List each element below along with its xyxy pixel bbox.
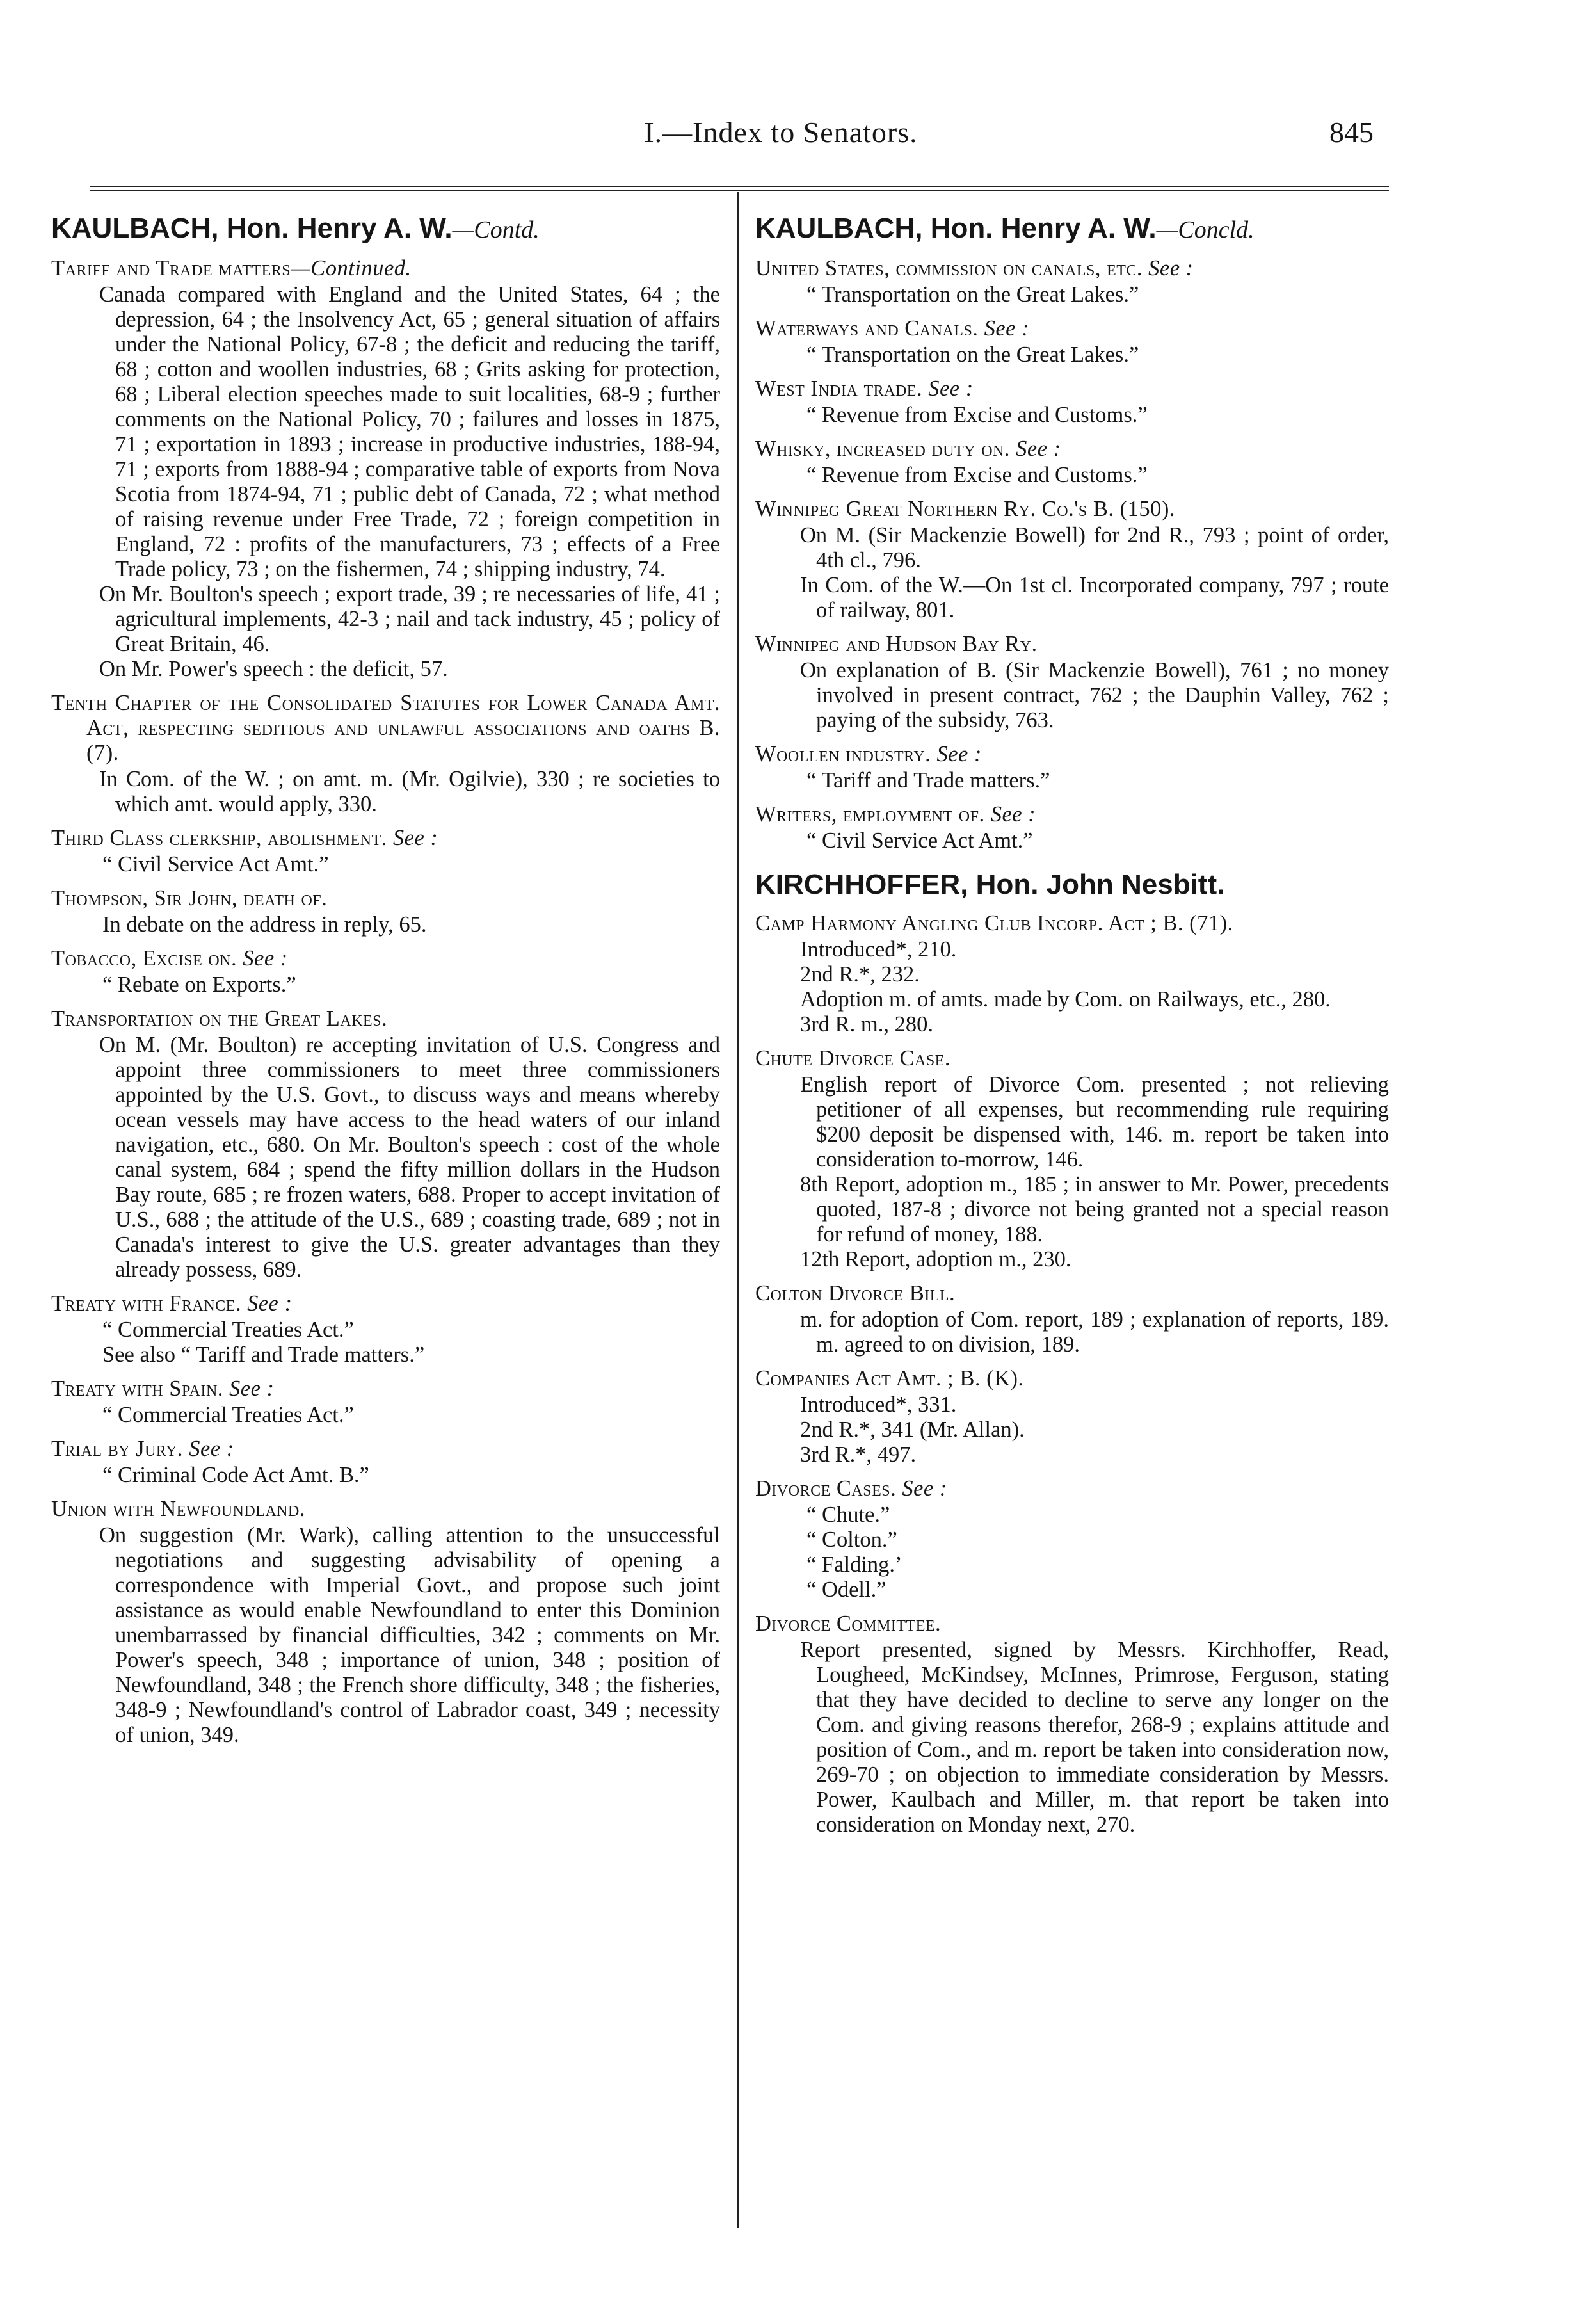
index-entry: 3rd R.*, 497. <box>800 1442 917 1467</box>
topic-heading: Woollen industry. See : <box>755 742 982 766</box>
topic-heading: Treaty with France. See : <box>51 1291 293 1316</box>
senator-forename: Hon. Henry A. W. <box>226 213 453 244</box>
index-entry: Introduced*, 331. <box>800 1392 957 1417</box>
index-entry: On suggestion (Mr. Wark), calling attention to the unsuccessful negotiations and suggesting advisability of opening a correspondence with Imperial Govt., and propose such joint assistance as would enable Newfoundland to enter this Dominion unembarrassed by financial difficulties, 342 ; comments on Mr. Power's speech, 348 ; importance of union, 348 ; position of Newfoundland, 348 ; the French shore difficulty, 348 ; the fisheries, 348-9 ; Newfoundland's control of Labrador coast, 349 ; necessity of union, 349. <box>99 1523 720 1747</box>
senator-heading <box>51 211 720 247</box>
index-entry: Report presented, signed by Messrs. Kirchhoffer, Read, Lougheed, McKindsey, McInnes, Primrose, Ferguson, stating that they have decided to decline to serve any longer on the Com. and giving reasons therefor, 268-9 ; explains attitude and position of Com., and m. report be taken into consideration now, 269-70 ; on objection to immediate consideration by Messrs. Power, Kaulbach and Miller, m. that report be taken into consideration on Monday next, 270. <box>800 1638 1389 1837</box>
continued-mark: —Contd. <box>452 216 540 243</box>
cross-reference: “ Transportation on the Great Lakes.” <box>806 343 1139 367</box>
senator-heading <box>755 867 1389 902</box>
topic-heading: Tenth Chapter of the Consolidated Statutes for Lower Canada Amt. Act, respecting seditious and unlawful associations and oaths B. (7). <box>51 691 720 765</box>
cross-reference: “ Civil Service Act Amt.” <box>806 828 1033 853</box>
index-entry: Adoption m. of amts. made by Com. on Railways, etc., 280. <box>800 987 1331 1012</box>
index-entry: 2nd R.*, 232. <box>800 962 920 987</box>
page-number: 845 <box>1329 116 1374 149</box>
senator-forename: Hon. John Nesbitt. <box>975 869 1225 900</box>
cross-reference: “ Commercial Treaties Act.” <box>102 1403 354 1427</box>
topic-heading: Chute Divorce Case. <box>755 1046 950 1070</box>
running-title: I.—Index to Senators. <box>644 116 918 149</box>
cross-reference: “ Criminal Code Act Amt. B.” <box>102 1463 369 1487</box>
topic-heading: Tariff and Trade matters—Continued. <box>51 256 412 280</box>
topic-heading: Companies Act Amt. ; B. (K). <box>755 1366 1024 1391</box>
cross-reference: “ Commercial Treaties Act.” <box>102 1318 354 1342</box>
topic-heading: Divorce Cases. See : <box>755 1476 947 1501</box>
cross-reference: “ Chute.” <box>806 1503 890 1527</box>
topic-heading: West India trade. See : <box>755 376 974 401</box>
cross-reference: “ Revenue from Excise and Customs.” <box>806 403 1148 427</box>
topic-heading: Tobacco, Excise on. See : <box>51 946 288 971</box>
cross-reference: “ Colton.” <box>806 1528 897 1552</box>
topic-heading: Colton Divorce Bill. <box>755 1281 956 1305</box>
topic-heading: Trial by Jury. See : <box>51 1437 234 1461</box>
index-entry: English report of Divorce Com. presented ; not relieving petitioner of all expenses, but recommending rule requiring $200 deposit be dispensed with, 146. m. report be taken into consideration to-morrow, 146. <box>800 1072 1389 1172</box>
cross-reference: “ Civil Service Act Amt.” <box>102 852 329 876</box>
index-entry: Introduced*, 210. <box>800 937 957 962</box>
topic-heading: United States, commission on canals, etc. See : <box>755 256 1194 280</box>
cross-reference: “ Falding.’ <box>806 1553 902 1577</box>
index-entry: 8th Report, adoption m., 185 ; in answer to Mr. Power, precedents quoted, 187-8 ; divorce not being granted not a special reason for refund of money, 188. <box>800 1172 1389 1247</box>
cross-reference: “ Revenue from Excise and Customs.” <box>806 463 1148 487</box>
index-entry: On explanation of B. (Sir Mackenzie Bowell), 761 ; no money involved in present contract, 762 ; the Dauphin Valley, 762 ; paying of the subsidy, 763. <box>800 658 1389 732</box>
index-entry: 2nd R.*, 341 (Mr. Allan). <box>800 1417 1025 1442</box>
left-column <box>51 211 720 1748</box>
senator-heading <box>755 211 1389 247</box>
index-entry: In Com. of the W. ; on amt. m. (Mr. Ogilvie), 330 ; re societies to which amt. would apply, 330. <box>99 767 720 816</box>
topic-heading: Thompson, Sir John, death of. <box>51 886 328 910</box>
column-divider <box>737 192 739 2228</box>
topic-heading: Divorce Committee. <box>755 1611 942 1636</box>
cross-reference: “ Odell.” <box>806 1578 886 1602</box>
cross-reference: See also “ Tariff and Trade matters.” <box>102 1343 425 1367</box>
senator-forename: Hon. Henry A. W. <box>930 213 1157 244</box>
index-entry: Canada compared with England and the United States, 64 ; the depression, 64 ; the Insolvency Act, 65 ; general situation of affairs under the National Policy, 67-8 ; the deficit and reducing the tariff, 68 ; cotton and woollen industries, 68 ; Grits asking for protection, 68 ; Liberal election speeches made to suit localities, 68-9 ; further comments on the National Policy, 70 ; failures and losses in 1875, 71 ; exportation in 1893 ; increase in productive industries, 188-94, 71 ; exports from 1888-94 ; comparative table of exports from Nova Scotia from 1874-94, 71 ; public debt of Canada, 72 ; what method of raising revenue under Free Trade, 72 ; foreign competition in England, 72 : profits of the manufacturers, 73 ; effects of a Free Trade policy, 73 ; on the fishermen, 74 ; shipping industry, 74. <box>99 282 720 581</box>
index-entry: In debate on the address in reply, 65. <box>102 912 427 937</box>
cross-reference: “ Tariff and Trade matters.” <box>806 768 1050 793</box>
header-rule <box>90 186 1389 191</box>
index-entry: In Com. of the W.—On 1st cl. Incorporated company, 797 ; route of railway, 801. <box>800 573 1389 622</box>
topic-heading: Transportation on the Great Lakes. <box>51 1006 388 1031</box>
index-entry: On M. (Mr. Boulton) re accepting invitation of U.S. Congress and appoint three commissioners to meet three commissioners appointed by the U.S. Govt., to discuss ways and means whereby ocean vessels may have access to the head waters of our inland navigation, etc., 680. On Mr. Boulton's speech : cost of the whole canal system, 684 ; spend the fifty million dollars in the Hudson Bay route, 685 ; re frozen waters, 688. Proper to accept invitation of U.S., 688 ; the attitude of the U.S., 689 ; coasting trade, 689 ; not in Canada's interest to give the U.S. greater advantages than they already possess, 689. <box>99 1033 720 1282</box>
senator-surname: KIRCHHOFFER, <box>755 869 968 900</box>
senator-surname: KAULBACH, <box>755 213 923 244</box>
topic-heading: Camp Harmony Angling Club Incorp. Act ; B. (71). <box>755 911 1233 935</box>
page-header <box>0 102 1572 154</box>
index-entry: On M. (Sir Mackenzie Bowell) for 2nd R., 793 ; point of order, 4th cl., 796. <box>800 523 1389 572</box>
topic-heading: Union with Newfoundland. <box>51 1497 305 1521</box>
topic-heading: Waterways and Canals. See : <box>755 316 1030 341</box>
cross-reference: “ Rebate on Exports.” <box>102 972 296 997</box>
index-entry: 12th Report, adoption m., 230. <box>800 1247 1071 1271</box>
topic-heading: Treaty with Spain. See : <box>51 1376 275 1401</box>
right-column <box>755 211 1389 1837</box>
index-entry: m. for adoption of Com. report, 189 ; explanation of reports, 189. m. agreed to on division, 189. <box>800 1307 1389 1357</box>
cross-reference: “ Transportation on the Great Lakes.” <box>806 282 1139 307</box>
index-entry: 3rd R. m., 280. <box>800 1012 933 1037</box>
index-entry: On Mr. Power's speech : the deficit, 57. <box>99 657 448 681</box>
topic-heading: Winnipeg Great Northern Ry. Co.'s B. (150). <box>755 497 1176 521</box>
topic-heading: Winnipeg and Hudson Bay Ry. <box>755 632 1038 656</box>
topic-heading: Third Class clerkship, abolishment. See : <box>51 826 438 850</box>
topic-heading: Whisky, increased duty on. See : <box>755 437 1061 461</box>
concluded-mark: —Concld. <box>1156 216 1255 243</box>
index-entry: On Mr. Boulton's speech ; export trade, 39 ; re necessaries of life, 41 ; agricultural implements, 42-3 ; nail and tack industry, 45 ; policy of Great Britain, 46. <box>99 582 720 656</box>
topic-heading: Writers, employment of. See : <box>755 802 1036 827</box>
senator-surname: KAULBACH, <box>51 213 219 244</box>
